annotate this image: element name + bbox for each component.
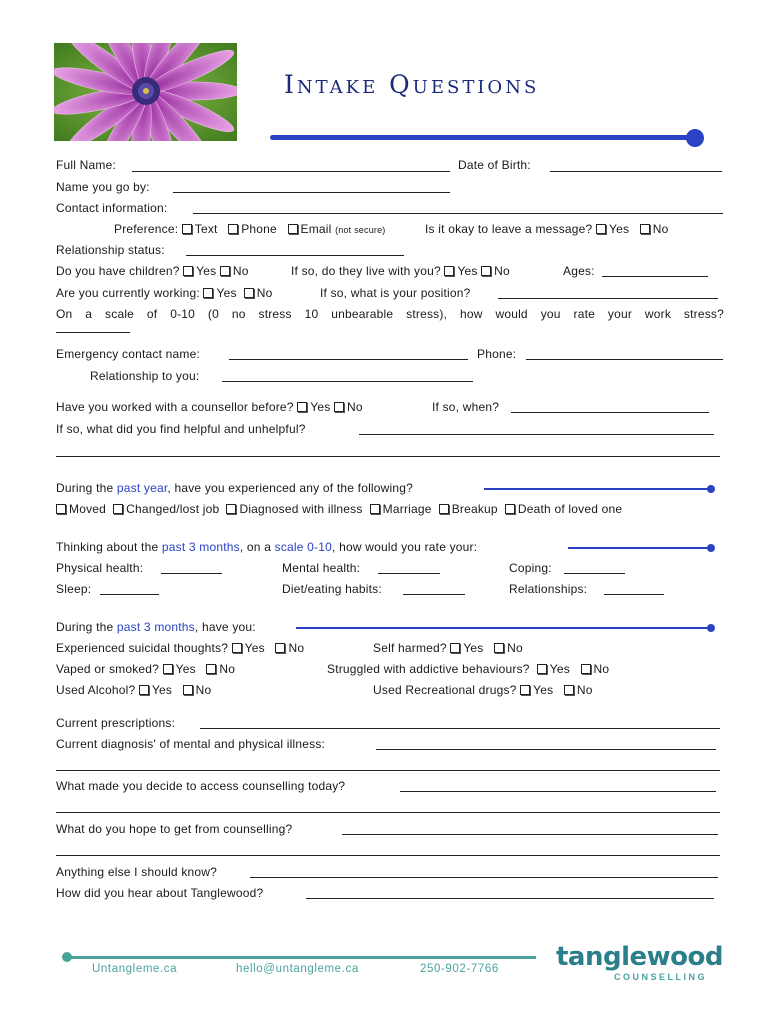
not-secure-note: (not secure) xyxy=(335,225,386,235)
vaped-row: Vaped or smoked? Yes No xyxy=(56,662,236,676)
ratings-rule xyxy=(568,547,712,549)
footer-email[interactable]: hello@untangleme.ca xyxy=(236,963,359,975)
addictive-no-checkbox[interactable] xyxy=(581,664,591,674)
full-name-field[interactable] xyxy=(132,171,450,172)
position-field[interactable] xyxy=(498,298,718,299)
diagnosis-field-2[interactable] xyxy=(56,770,720,771)
diagnosis-label: Current diagnosis' of mental and physical illness: xyxy=(56,737,326,751)
coping-field[interactable] xyxy=(564,573,625,574)
message-no: No xyxy=(652,222,669,236)
stress-question: On a scale of 0-10 (0 no stress 10 unbearable stress), how would you rate your work stress? xyxy=(56,307,724,321)
message-question: Is it okay to leave a message? xyxy=(425,222,593,236)
helpful-field-2[interactable] xyxy=(56,456,720,457)
self-harm-row: Self harmed? Yes No xyxy=(373,641,523,655)
counsellor-yes: Yes xyxy=(310,400,331,414)
preference-row xyxy=(114,222,386,237)
counsellor-yes-checkbox[interactable] xyxy=(297,402,307,412)
email-option: Email xyxy=(300,222,332,236)
live-no: No xyxy=(494,264,510,278)
emergency-name-label: Emergency contact name: xyxy=(56,347,201,361)
counsellor-no: No xyxy=(346,400,363,414)
sleep-field[interactable] xyxy=(100,594,159,595)
stress-field[interactable] xyxy=(56,332,130,333)
vaped-no-checkbox[interactable] xyxy=(206,664,216,674)
alcohol-yes-checkbox[interactable] xyxy=(139,685,149,695)
suicidal-row: Experienced suicidal thoughts? Yes No xyxy=(56,641,305,655)
prescriptions-field[interactable] xyxy=(200,728,720,729)
dob-label: Date of Birth: xyxy=(458,158,531,172)
working-yes-checkbox[interactable] xyxy=(203,288,213,298)
live-with-question: If so, do they live with you? xyxy=(291,264,441,278)
helpful-field[interactable] xyxy=(359,434,714,435)
hope-field-2[interactable] xyxy=(56,855,720,856)
live-yes: Yes xyxy=(457,264,478,278)
past-year-rule-dot xyxy=(707,485,715,493)
past3-rule xyxy=(296,627,712,629)
phone-checkbox[interactable] xyxy=(228,224,238,234)
addictive-yes-checkbox[interactable] xyxy=(537,664,547,674)
death-checkbox[interactable] xyxy=(505,504,515,514)
why-now-label: What made you decide to access counselling today? xyxy=(56,779,346,793)
goes-by-label: Name you go by: xyxy=(56,180,150,194)
alcohol-row: Used Alcohol? Yes No xyxy=(56,683,212,697)
children-yes: Yes xyxy=(196,264,217,278)
else-label: Anything else I should know? xyxy=(56,865,218,879)
emergency-relationship-field[interactable] xyxy=(222,381,473,382)
emergency-relationship-label: Relationship to you: xyxy=(90,369,200,383)
emergency-phone-field[interactable] xyxy=(526,359,723,360)
email-checkbox[interactable] xyxy=(288,224,298,234)
counsellor-question: Have you worked with a counsellor before? xyxy=(56,400,294,414)
suicidal-yes-checkbox[interactable] xyxy=(232,643,242,653)
working-yes: Yes xyxy=(216,286,237,300)
coping-label: Coping: xyxy=(509,561,552,575)
full-name-label: Full Name: xyxy=(56,158,117,172)
ratings-heading: Thinking about the past 3 months, on a scale 0-10, how would you rate your: xyxy=(56,540,478,554)
goes-by-field[interactable] xyxy=(173,192,450,193)
past3-heading: During the past 3 months, have you: xyxy=(56,620,256,634)
past-year-heading: During the past year, have you experienced any of the following? xyxy=(56,481,414,495)
past3-rule-dot xyxy=(707,624,715,632)
alcohol-no-checkbox[interactable] xyxy=(183,685,193,695)
footer-website[interactable]: Untangleme.ca xyxy=(92,963,178,975)
message-row xyxy=(425,222,669,236)
footer-rule xyxy=(68,956,536,959)
working-no-checkbox[interactable] xyxy=(244,288,254,298)
text-option: Text xyxy=(194,222,218,236)
counsellor-no-checkbox[interactable] xyxy=(334,402,344,412)
page-title: Intake Questions xyxy=(284,70,540,99)
breakup-checkbox[interactable] xyxy=(439,504,449,514)
hear-field[interactable] xyxy=(306,898,714,899)
working-question: Are you currently working: xyxy=(56,286,200,300)
flower-image xyxy=(54,43,237,141)
phone-option: Phone xyxy=(241,222,277,236)
drugs-row: Used Recreational drugs? Yes No xyxy=(373,683,593,697)
title-underline-dot xyxy=(686,129,704,147)
ages-label: Ages: xyxy=(563,264,595,278)
children-no-checkbox[interactable] xyxy=(220,266,230,276)
past-year-highlight: past year xyxy=(116,481,168,495)
physical-label: Physical health: xyxy=(56,561,144,575)
addictive-row: Struggled with addictive behaviours? Yes No xyxy=(327,662,610,676)
ages-field[interactable] xyxy=(602,276,708,277)
drugs-yes-checkbox[interactable] xyxy=(520,685,530,695)
footer-phone[interactable]: 250-902-7766 xyxy=(420,963,499,975)
relationship-field[interactable] xyxy=(186,255,404,256)
live-yes-checkbox[interactable] xyxy=(444,266,454,276)
else-field[interactable] xyxy=(250,877,718,878)
why-now-field[interactable] xyxy=(400,791,716,792)
marriage-checkbox[interactable] xyxy=(370,504,380,514)
children-question: Do you have children? xyxy=(56,264,180,278)
suicidal-no-checkbox[interactable] xyxy=(275,643,285,653)
contact-label: Contact information: xyxy=(56,201,168,215)
moved-checkbox[interactable] xyxy=(56,504,66,514)
self-harm-yes-checkbox[interactable] xyxy=(450,643,460,653)
emergency-phone-label: Phone: xyxy=(477,347,517,361)
children-yes-checkbox[interactable] xyxy=(183,266,193,276)
ratings-rule-dot xyxy=(707,544,715,552)
tanglewood-logo-sub: COUNSELLING xyxy=(614,972,708,982)
drugs-no-checkbox[interactable] xyxy=(564,685,574,695)
past-year-rule xyxy=(484,488,712,490)
counsellor-row xyxy=(56,400,363,414)
message-yes-checkbox[interactable] xyxy=(596,224,606,234)
message-no-checkbox[interactable] xyxy=(640,224,650,234)
diagnosis-field[interactable] xyxy=(376,749,716,750)
preference-label: Preference: xyxy=(114,222,179,236)
message-yes: Yes xyxy=(608,222,630,236)
children-row xyxy=(56,264,249,278)
relationships-label: Relationships: xyxy=(509,582,588,596)
hope-label: What do you hope to get from counselling? xyxy=(56,822,293,836)
diet-label: Diet/eating habits: xyxy=(282,582,382,596)
contact-field[interactable] xyxy=(193,213,723,214)
diagnosed-checkbox[interactable] xyxy=(226,504,236,514)
counsellor-when-field[interactable] xyxy=(511,412,709,413)
prescriptions-label: Current prescriptions: xyxy=(56,716,176,730)
relationships-field[interactable] xyxy=(604,594,664,595)
live-no-checkbox[interactable] xyxy=(481,266,491,276)
sleep-label: Sleep: xyxy=(56,582,92,596)
hear-label: How did you hear about Tanglewood? xyxy=(56,886,264,900)
text-checkbox[interactable] xyxy=(182,224,192,234)
helpful-label: If so, what did you find helpful and unhelpful? xyxy=(56,422,306,436)
mental-label: Mental health: xyxy=(282,561,361,575)
title-underline xyxy=(270,135,690,140)
emergency-name-field[interactable] xyxy=(229,359,468,360)
children-no: No xyxy=(232,264,249,278)
working-row xyxy=(56,286,272,300)
dob-field[interactable] xyxy=(550,171,722,172)
counsellor-when-label: If so, when? xyxy=(432,400,500,414)
why-now-field-2[interactable] xyxy=(56,812,720,813)
live-with-row xyxy=(291,264,510,278)
mental-field[interactable] xyxy=(378,573,440,574)
tanglewood-logo: tanglewood xyxy=(556,942,723,972)
relationship-label: Relationship status: xyxy=(56,243,165,257)
diet-field[interactable] xyxy=(403,594,465,595)
position-label: If so, what is your position? xyxy=(320,286,471,300)
hope-field[interactable] xyxy=(342,834,718,835)
working-no: No xyxy=(256,286,273,300)
self-harm-no-checkbox[interactable] xyxy=(494,643,504,653)
job-checkbox[interactable] xyxy=(113,504,123,514)
past-year-options: Moved Changed/lost job Diagnosed with illness Marriage Breakup Death of loved one xyxy=(56,502,622,516)
vaped-yes-checkbox[interactable] xyxy=(163,664,173,674)
physical-field[interactable] xyxy=(161,573,222,574)
